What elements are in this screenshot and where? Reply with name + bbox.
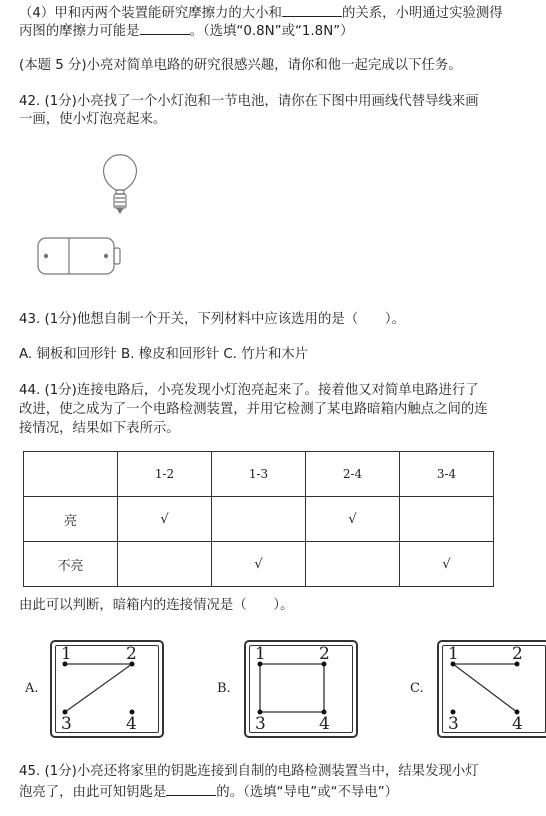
q41-answer-blank-2[interactable]	[140, 20, 190, 35]
q44-line2: 改进，使之成为了一个电路检测装置，并用它检测了某电路暗箱内触点之间的连	[19, 402, 488, 417]
table-row	[24, 497, 494, 542]
table-cell: √	[306, 497, 400, 542]
q45-text-b: 的。（选填“导电”或“不导电”）	[216, 785, 399, 800]
contact-2: 2	[126, 644, 137, 664]
battery-icon	[38, 238, 120, 274]
table-cell: √	[212, 542, 306, 587]
contact-1: 1	[448, 644, 459, 664]
q42-line2: 一画，使小灯泡亮起来。	[19, 112, 167, 127]
table-cell	[400, 497, 494, 542]
q42-line1: 42. (1分)小亮找了一个小灯泡和一节电池，请你在下图中用画线代替导线来画	[19, 94, 479, 109]
bulb-and-battery-figure[interactable]	[28, 150, 168, 300]
q43-options: A. 铜板和回形针 B. 橡皮和回形针 C. 竹片和木片	[19, 347, 309, 362]
contact-3: 3	[61, 714, 72, 734]
table-cell	[212, 497, 306, 542]
contact-4: 4	[126, 714, 137, 734]
q41-text-a: （4）甲和丙两个装置能研究摩擦力的大小和	[19, 6, 282, 21]
q44-line3: 接情况，结果如下表所示。	[19, 421, 180, 436]
choice-a-label[interactable]: A.	[25, 681, 39, 696]
choice-c-label[interactable]: C.	[410, 681, 424, 696]
table-header-cell: 1-2	[118, 452, 212, 497]
contact-2: 2	[319, 644, 330, 664]
q41-line2	[19, 20, 354, 41]
table-cell	[118, 542, 212, 587]
choice-a-diagram[interactable]	[50, 640, 164, 738]
table-header-cell: 1-3	[212, 452, 306, 497]
q45-line1: 45. (1分)小亮还将家里的钥匙连接到自制的电路检测装置当中，结果发现小灯	[19, 764, 479, 779]
q43-question: 43. (1分)他想自制一个开关，下列材料中应该选用的是（ ）。	[19, 312, 405, 327]
q41-text-d: 。（选填“0.8N”或“1.8N”）	[189, 24, 354, 39]
table-cell: √	[400, 542, 494, 587]
q45-answer-blank[interactable]	[166, 781, 216, 796]
table-header-cell: 2-4	[306, 452, 400, 497]
q45-text-a: 泡亮了，由此可知钥匙是	[19, 785, 167, 800]
section-intro: (本题 5 分)小亮对简单电路的研究很感兴趣，请你和他一起完成以下任务。	[19, 58, 462, 73]
light-bulb-icon	[104, 155, 137, 213]
contact-4: 4	[512, 714, 523, 734]
table-cell: √	[118, 497, 212, 542]
table-row	[24, 542, 494, 587]
q41-answer-blank-1[interactable]	[282, 2, 342, 17]
table-header-row	[24, 452, 494, 497]
choice-b-diagram[interactable]	[244, 640, 358, 738]
contact-3: 3	[448, 714, 459, 734]
row-label: 亮	[24, 497, 118, 542]
contact-3: 3	[255, 714, 266, 734]
contact-1: 1	[61, 644, 72, 664]
q44-conclusion: 由此可以判断，暗箱内的连接情况是（ ）。	[19, 598, 294, 613]
table-header-cell	[24, 452, 118, 497]
table-header-cell: 3-4	[400, 452, 494, 497]
contact-4: 4	[319, 714, 330, 734]
choice-c-diagram[interactable]	[437, 640, 546, 738]
choice-b-label[interactable]: B.	[217, 681, 231, 696]
test-result-table	[23, 451, 494, 587]
q41-text-b: 的关系，小明通过实验测得	[341, 6, 503, 21]
q44-line1: 44. (1分)连接电路后，小亮发现小灯泡亮起来了。接着他又对简单电路进行了	[19, 383, 479, 398]
contact-1: 1	[255, 644, 266, 664]
row-label: 不亮	[24, 542, 118, 587]
q41-text-c: 丙图的摩擦力可能是	[19, 24, 140, 39]
table-cell	[306, 542, 400, 587]
contact-2: 2	[512, 644, 523, 664]
q45-line2	[19, 781, 398, 802]
